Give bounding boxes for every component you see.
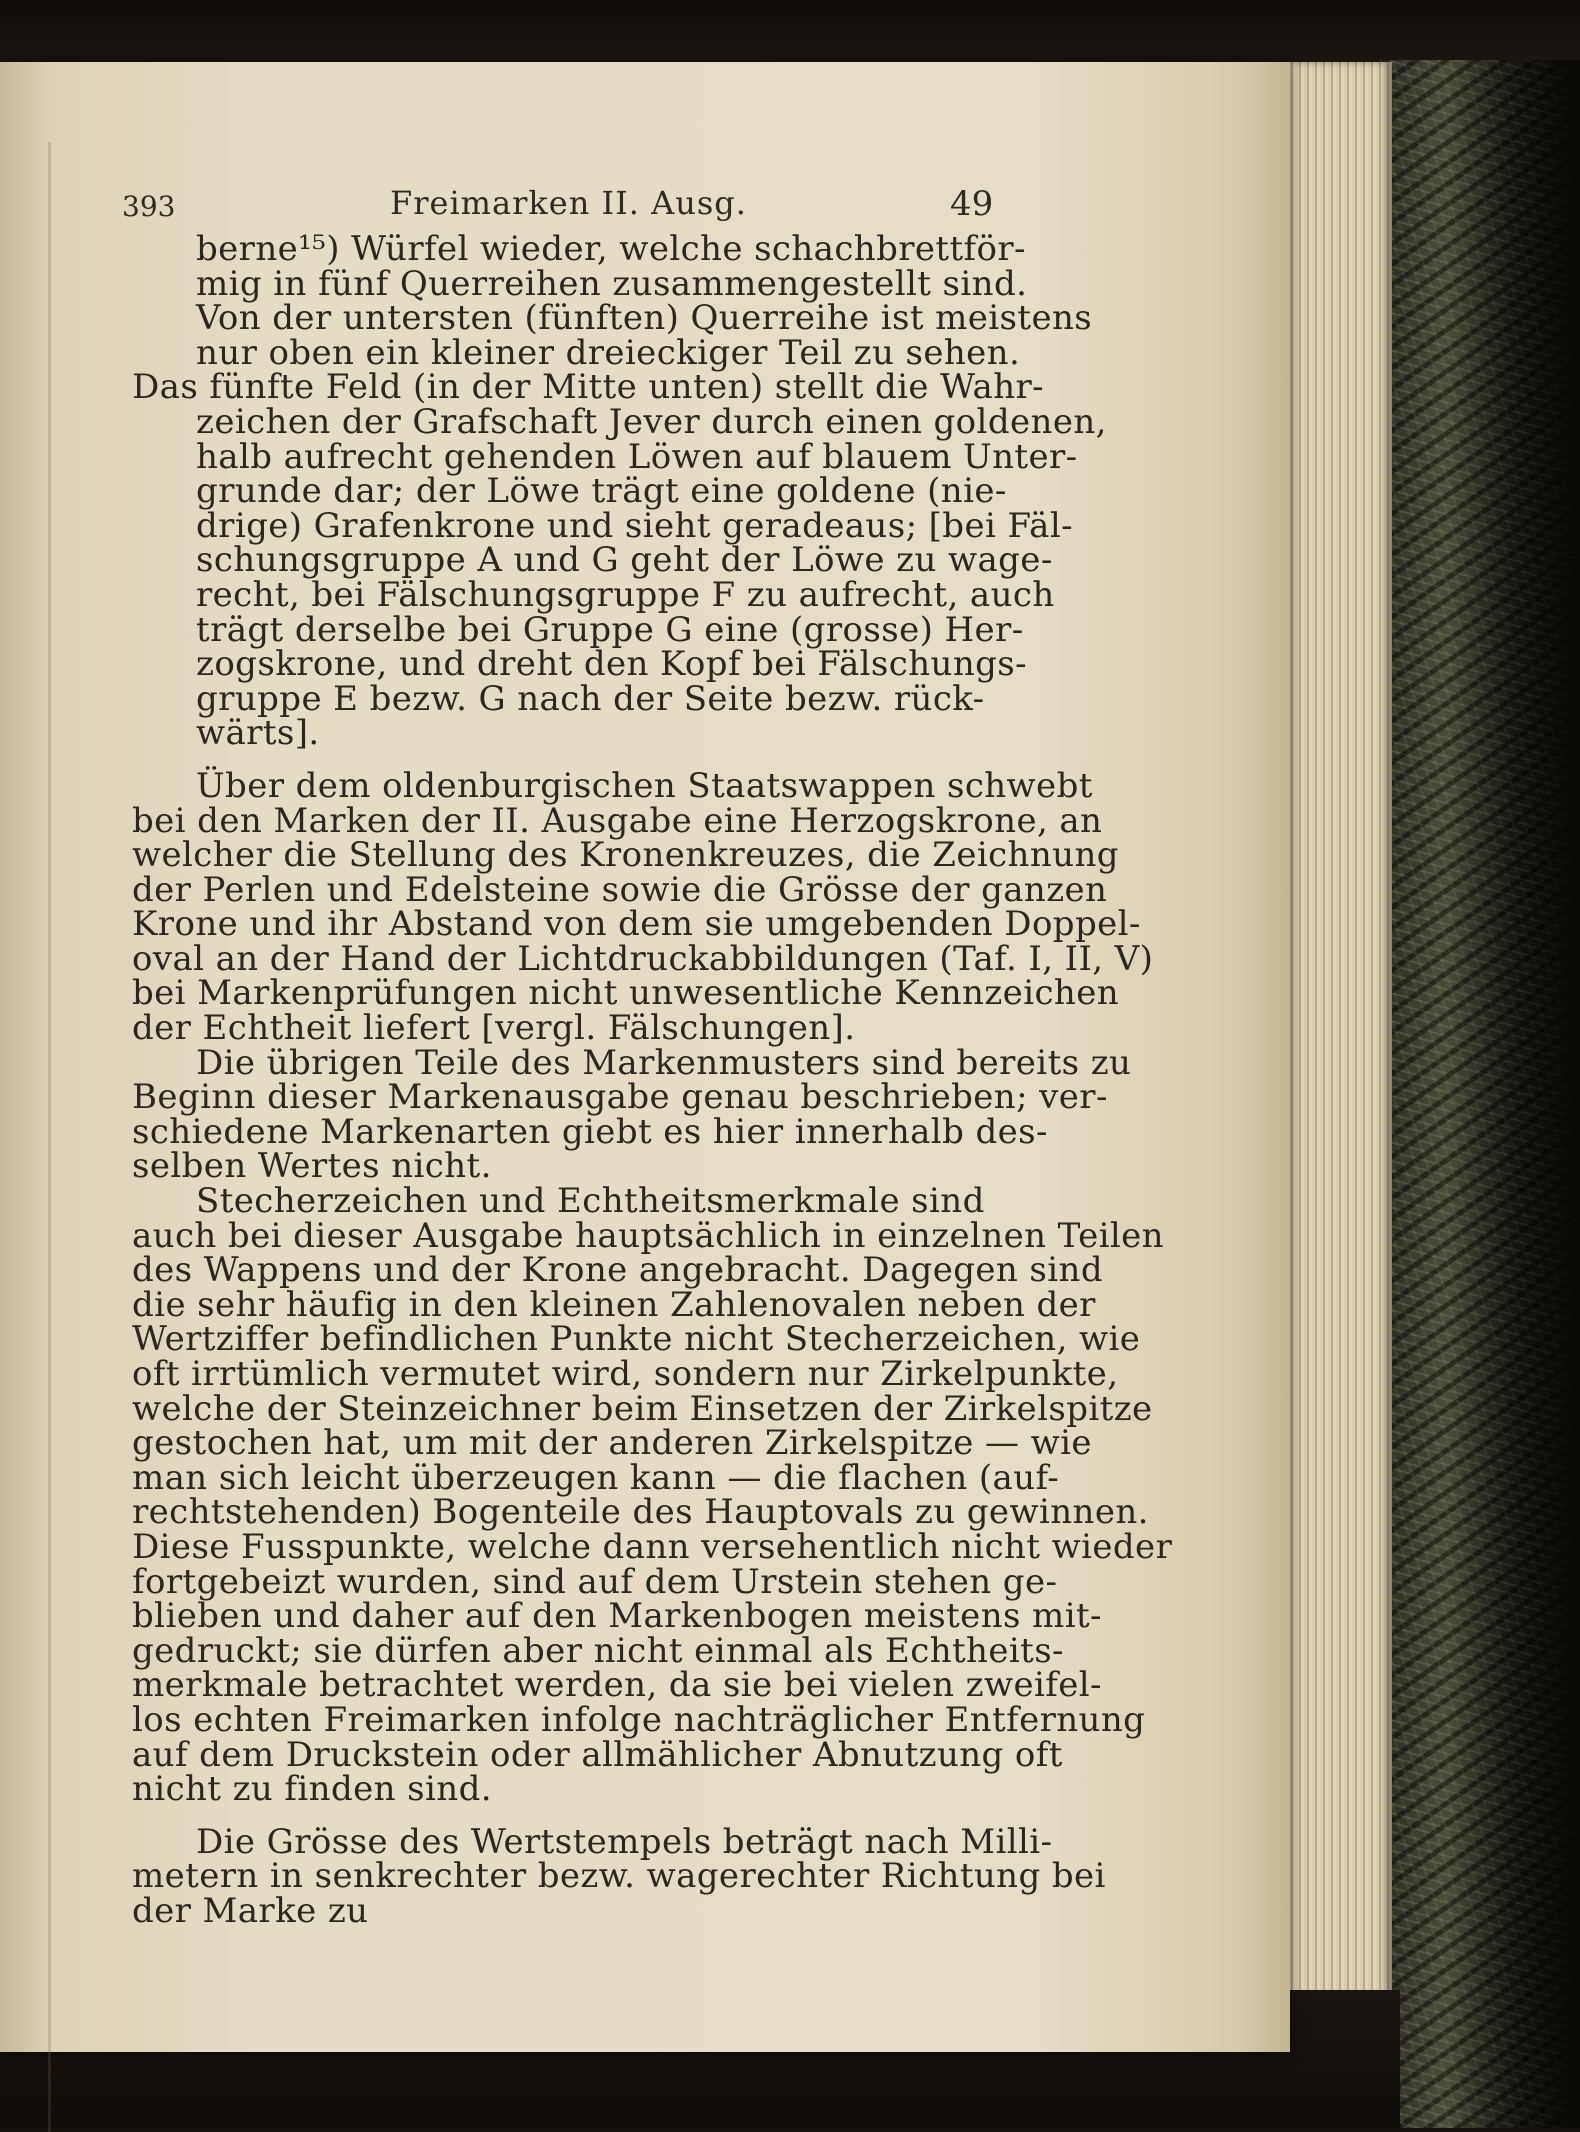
text-line: schiedene Markenarten giebt es hier innerhalb des- bbox=[132, 1111, 1048, 1152]
text-line: der Perlen und Edelsteine sowie die Grösse der ganzen bbox=[132, 869, 1108, 910]
text-line: Das fünfte Feld (in der Mitte unten) stellt die Wahr- bbox=[132, 367, 1045, 408]
text-line: oval an der Hand der Lichtdruckabbildungen (Taf. I, II, V) bbox=[132, 938, 1154, 979]
book-spine-shadow bbox=[1440, 60, 1580, 2128]
text-line: Die Grösse des Wertstempels beträgt nach Milli- bbox=[196, 1821, 1053, 1862]
text-line: los echten Freimarken infolge nachträglicher Entfernung bbox=[132, 1699, 1146, 1740]
text-line: nur oben ein kleiner dreieckiger Teil zu sehen. bbox=[196, 332, 1021, 373]
gutter bbox=[48, 142, 51, 2132]
page-number: 49 bbox=[950, 184, 994, 224]
text-line: oft irrtümlich vermutet wird, sondern nur Zirkelpunkte, bbox=[132, 1354, 1119, 1394]
text-line: gedruckt; sie dürfen aber nicht einmal als Echtheits- bbox=[132, 1630, 1064, 1671]
text-line: nicht zu finden sind. bbox=[132, 1769, 492, 1810]
text-line: Beginn dieser Markenausgabe genau beschrieben; ver- bbox=[132, 1077, 1108, 1118]
text-line: die sehr häufig in den kleinen Zahlenovalen neben der bbox=[132, 1284, 1096, 1325]
text-line: rechtstehenden) Bogenteile des Hauptovals zu gewinnen. bbox=[132, 1492, 1149, 1533]
text-line: welche der Steinzeichner beim Einsetzen der Zirkelspitze bbox=[132, 1388, 1153, 1429]
text-line: Krone und ihr Abstand von dem sie umgebenden Doppel- bbox=[132, 904, 1141, 945]
text-line: fortgebeizt wurden, sind auf dem Urstein stehen ge- bbox=[132, 1561, 1058, 1602]
text-line: halb aufrecht gehenden Löwen auf blauem Unter- bbox=[196, 436, 1078, 477]
backdrop bbox=[0, 0, 1580, 70]
text-line: recht, bei Fälschungsgruppe F zu aufrecht, auch bbox=[196, 574, 1055, 615]
text-line: grunde dar; der Löwe trägt eine goldene (nie- bbox=[196, 471, 1007, 512]
book-page bbox=[0, 62, 1290, 2052]
text-line: Diese Fusspunkte, welche dann versehentlich nicht wieder bbox=[132, 1526, 1173, 1567]
text-line: der Marke zu bbox=[132, 1890, 369, 1931]
text-line: gestochen hat, um mit der anderen Zirkelspitze — wie bbox=[132, 1423, 1092, 1464]
body-text bbox=[132, 229, 1173, 1931]
text-line: gruppe E bezw. G nach der Seite bezw. rück- bbox=[196, 678, 985, 719]
text-line: auf dem Druckstein oder allmählicher Abnutzung oft bbox=[132, 1734, 1063, 1775]
text-line: bei den Marken der II. Ausgabe eine Herzogskrone, an bbox=[132, 800, 1103, 841]
text-line: selben Wertes nicht. bbox=[132, 1146, 492, 1187]
text-line: merkmale betrachtet werden, da sie bei vielen zweifel- bbox=[132, 1665, 1102, 1706]
page-header bbox=[0, 184, 1290, 234]
text-line: berne¹⁵) Würfel wieder, welche schachbrettför- bbox=[196, 229, 1026, 269]
text-line: Von der untersten (fünften) Querreihe ist meistens bbox=[196, 298, 1093, 339]
text-line: Wertziffer befindlichen Punkte nicht Stecherzeichen, wie bbox=[132, 1319, 1141, 1360]
text-line: bei Markenprüfungen nicht unwesentliche Kennzeichen bbox=[132, 973, 1120, 1014]
text-line: der Echtheit liefert [vergl. Fälschungen]. bbox=[132, 1008, 856, 1049]
text-line: zogskrone, und dreht den Kopf bei Fälschungs- bbox=[196, 644, 1028, 685]
text-line: drige) Grafenkrone und sieht geradeaus; [bei Fäl- bbox=[196, 505, 1073, 546]
text-line: mig in fünf Querreihen zusammengestellt sind. bbox=[196, 263, 1028, 304]
page-edges bbox=[1280, 62, 1392, 1997]
text-line: Die übrigen Teile des Markenmusters sind bereits zu bbox=[196, 1042, 1132, 1083]
margin-number: 393 bbox=[122, 190, 176, 223]
text-line: trägt derselbe bei Gruppe G eine (grosse) Her- bbox=[196, 609, 1024, 650]
text-line: man sich leicht überzeugen kann — die flachen (auf- bbox=[132, 1457, 1060, 1498]
text-line: wärts]. bbox=[196, 713, 320, 754]
text-line: blieben und daher auf den Markenbogen meistens mit- bbox=[132, 1596, 1102, 1637]
text-line: metern in senkrechter bezw. wagerechter Richtung bei bbox=[132, 1856, 1106, 1897]
text-line: schungsgruppe A und G geht der Löwe zu wage- bbox=[196, 540, 1053, 581]
text-line: Über dem oldenburgischen Staatswappen schwebt bbox=[196, 765, 1093, 806]
running-title: Freimarken II. Ausg. bbox=[390, 184, 747, 222]
text-line: auch bei dieser Ausgabe hauptsächlich in einzelnen Teilen bbox=[132, 1215, 1164, 1256]
text-line: des Wappens und der Krone angebracht. Dagegen sind bbox=[132, 1250, 1104, 1291]
text-line: welcher die Stellung des Kronenkreuzes, die Zeichnung bbox=[132, 835, 1119, 876]
text-line: Stecherzeichen und Echtheitsmerkmale sind bbox=[196, 1181, 985, 1222]
text-line: zeichen der Grafschaft Jever durch einen goldenen, bbox=[196, 401, 1107, 442]
